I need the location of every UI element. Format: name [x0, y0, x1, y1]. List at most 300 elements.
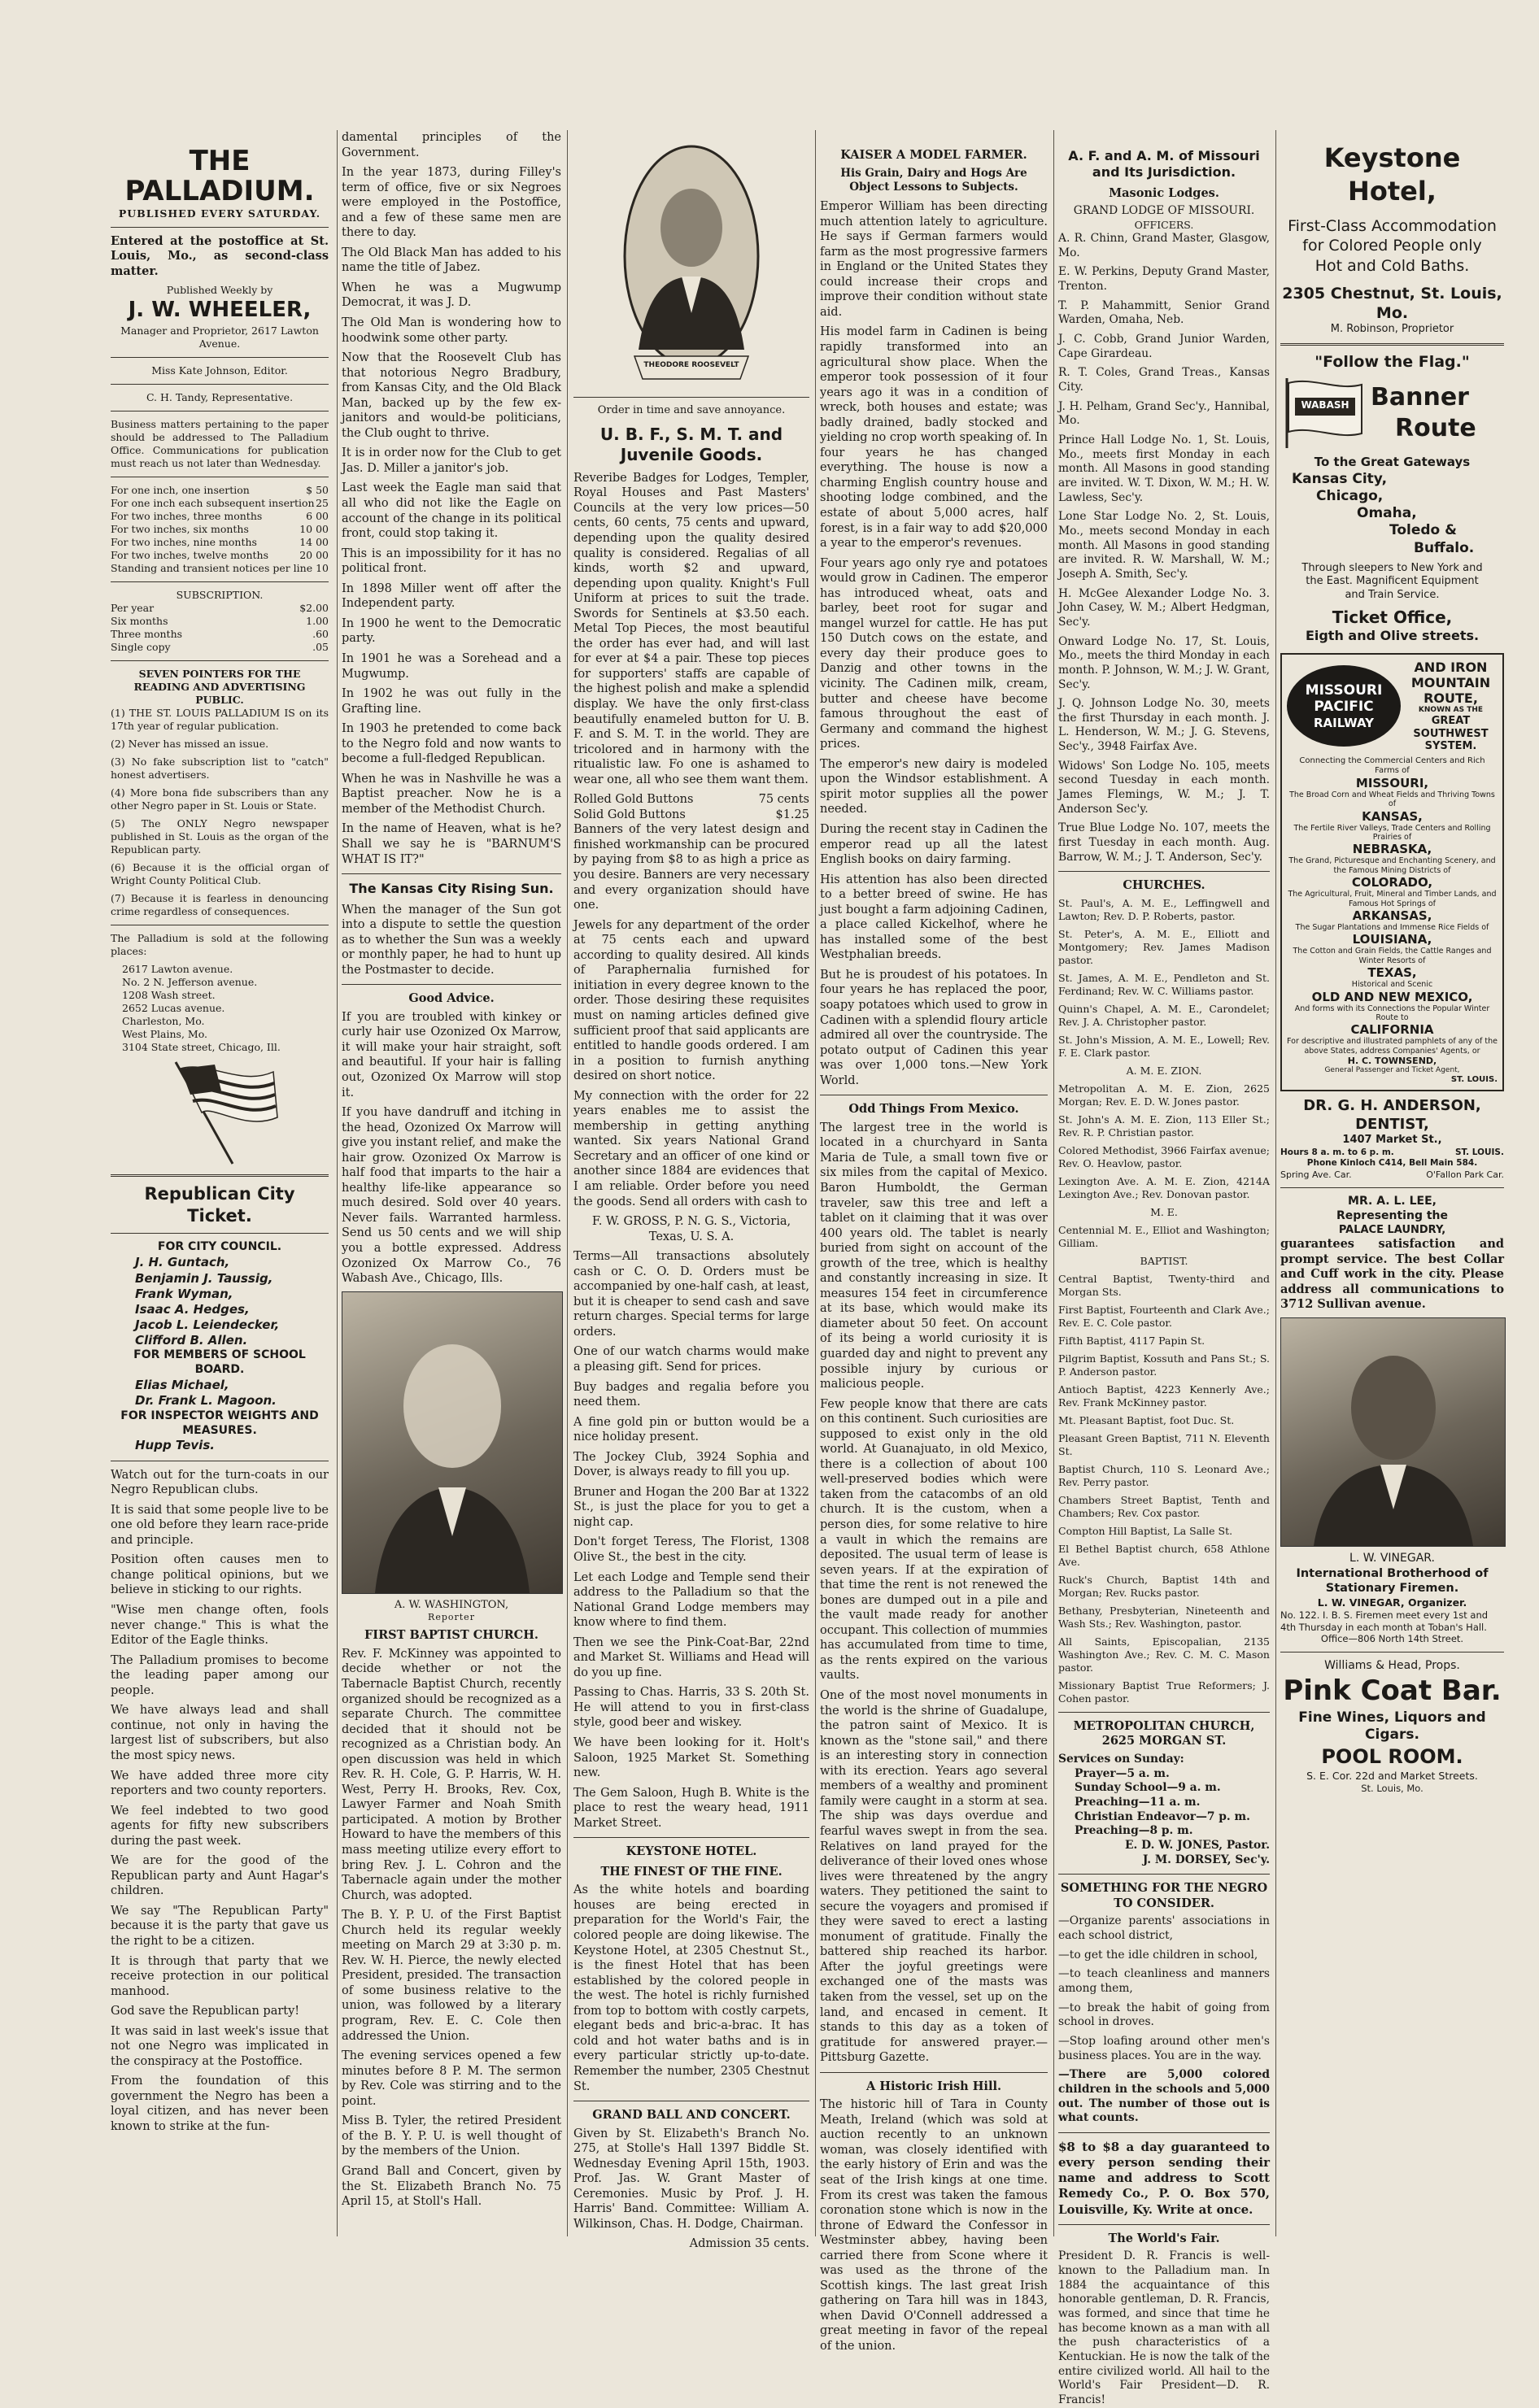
- paragraph: —Stop loafing around other men's business places. You are in the way.: [1058, 2034, 1270, 2062]
- vinegar-org: International Brotherhood of: [1296, 1566, 1489, 1580]
- divider: [111, 660, 329, 661]
- paragraph: —to get the idle children in school,: [1058, 1948, 1258, 1962]
- paragraph: Four years ago only rye and potatoes would grow in Cadinen. The emperor has introduced wheat, oats and barley, beet root for sugar and mangel wurzel for cattle. He has put 150 Dutch cows on the estate, and every day their produce goes to Danzig and other towns in the vicinity. The Cadinen milk, cream, butter and cheese have become famous throughout the east of Germany and command the highest prices.: [820, 556, 1048, 751]
- lee-representing: Representing the: [1336, 1208, 1448, 1222]
- paragraph: His model farm in Cadinen is being rapidly transformed into an agricultural show place. When the emperor took possession of it four years ago it was in a condition of wreck, both houses and estate; was badly drained, badly stocked and yielding no crop worth speaking of. In four years he has changed everything. The house is now a charming English country house and shooting lodge combined, and the estate of about 5,000 acres, half forest, is in a fair way to add $20,000 a year to the emperor's revenues.: [820, 325, 1048, 551]
- list-item: (1) THE ST. LOUIS PALLADIUM IS on its 17th year of regular publication.: [111, 706, 329, 732]
- paragraph: The largest tree in the world is located in a churchyard in Santa Maria de Tule, a small town five or six miles from the capital of Mexico. Baron Humboldt, the German traveler, saw this tree and left a tablet on it claiming that it was over 400 years old. The tablet is nearly buried from sight on account of the growth of the tree, which is healthy and constantly increasing in size. It measures 154 feet in circumference at its base, which would make its diameter about 50 feet. On account of its being a world curiosity it is guarded day and night to prevent any possible injury by curious or malicious people.: [820, 1121, 1048, 1391]
- rate-row: For two inches, three months 6 00: [111, 509, 329, 522]
- candidate-name: Dr. Frank L. Magoon.: [135, 1393, 277, 1409]
- pink-coat-title: Pink Coat Bar.: [1283, 1674, 1502, 1708]
- paragraph: A fine gold pin or button would be a nice holiday present.: [573, 1415, 809, 1444]
- dentist-car: Spring Ave. Car.: [1280, 1169, 1352, 1180]
- list-item: Antioch Baptist, 4223 Kennerly Ave.; Rev. Frank McKinney pastor.: [1058, 1383, 1270, 1409]
- hotel-line: Hot and Cold Baths.: [1314, 256, 1470, 275]
- paragraph: We have been looking for it. Holt's Saloon, 1925 Market St. Something new.: [573, 1736, 809, 1780]
- column-3: [573, 130, 809, 2251]
- southwest-line: SOUTHWEST: [1413, 727, 1489, 740]
- list-item: Kansas City,: [1292, 470, 1388, 487]
- list-item: Compton Hill Baptist, La Salle St.: [1058, 1524, 1233, 1537]
- hotel-line: for Colored People only: [1302, 237, 1482, 255]
- state-desc: For descriptive and illustrated pamphlets of any of the above States, address Companies' Agents, or: [1287, 1037, 1498, 1056]
- paragraph: It was said in last week's issue that not one Negro was implicated in the conspiracy at the Postoffice.: [111, 2024, 329, 2068]
- list-item: Centennial M. E., Elliot and Washington; Gilliam.: [1058, 1223, 1270, 1249]
- list-item: Christian Endeavor—7 p. m.: [1075, 1809, 1250, 1823]
- divider: [573, 1837, 809, 1838]
- divider: [1058, 2224, 1270, 2225]
- paragraph: From the foundation of this government the Negro has been a loyal citizen, and has never been known to strike at the fun-: [111, 2075, 329, 2133]
- paragraph: J. Q. Johnson Lodge No. 30, meets the first Thursday in each month. J. L. Henderson, W. M.; J. G. Stevens, Sec'y., 3948 Fairfax Ave.: [1058, 697, 1270, 754]
- list-item: No. 2 N. Jefferson avenue.: [122, 975, 258, 988]
- keystone-subtitle: THE FINEST OF THE FINE.: [600, 1864, 783, 1879]
- rate-row: Standing and transient notices per line 10: [111, 561, 329, 574]
- lee-laundry: PALACE LAUNDRY,: [1338, 1223, 1446, 1236]
- paragraph: Given by St. Elizabeth's Branch No. 275, at Stolle's Hall 1397 Biddle St. Wednesday Evening April 15th, 1903. Prof. Jas. W. Grant Master of Ceremonies. Music by Prof. J. H. Harris' Band. Committee: William A. Wilkinson, Chas. H. Dodge, Chairman.: [573, 2127, 809, 2231]
- state-desc: The Broad Corn and Wheat Fields and Thriving Towns of: [1289, 790, 1495, 809]
- keystone-hotel-title: Keystone Hotel,: [1323, 142, 1461, 207]
- pink-props: Williams & Head, Props.: [1324, 1659, 1460, 1673]
- paragraph: God save the Republican party!: [111, 2005, 300, 2018]
- school-heading: FOR MEMBERS OF SCHOOL BOARD.: [133, 1348, 306, 1377]
- list-item: Colored Methodist, 3966 Fairfax avenue; Rev. O. Heavlow, pastor.: [1058, 1143, 1270, 1169]
- paragraph: Onward Lodge No. 17, St. Louis, Mo., meets the third Monday in each month. P. Johnson, W. M.; J. W. Grant, Sec'y.: [1058, 634, 1270, 691]
- iron-line: AND IRON: [1414, 659, 1488, 675]
- rate-row: For two inches, six months 10 00: [111, 522, 329, 535]
- paragraph: Don't forget Teress, The Florist, 1308 Olive St., the best in the city.: [573, 1535, 809, 1564]
- pink-wines: Fine Wines, Liquors and Cigars.: [1298, 1709, 1486, 1744]
- paragraph: Widows' Son Lodge No. 105, meets second Tuesday in each month. James Flemings, W. M.; J. T. Anderson Sec'y.: [1058, 759, 1270, 816]
- portrait-role: Reporter: [428, 1612, 475, 1623]
- portrait-figure-icon: [342, 1292, 562, 1593]
- list-item: St. Paul's, A. M. E., Leffingwell and Lawton; Rev. D. P. Roberts, pastor.: [1058, 896, 1270, 922]
- paragraph: J. H. Pelham, Grand Sec'y., Hannibal, Mo.: [1058, 399, 1270, 428]
- paragraph: The Gem Saloon, Hugh B. White is the place to rest the weary head, 1911 Market Street.: [573, 1786, 809, 1830]
- paragraph: In 1902 he was out fully in the Grafting line.: [342, 687, 561, 716]
- paragraph: T. P. Mahammitt, Senior Grand Warden, Omaha, Neb.: [1058, 298, 1270, 327]
- rate-row: Three months .60: [111, 627, 329, 640]
- dentist-car: O'Fallon Park Car.: [1426, 1169, 1504, 1180]
- wabash-flag-icon: [1280, 377, 1366, 450]
- paragraph: When the manager of the Sun got into a dispute to settle the question as to whether the Sun was a weekly or monthly paper, he had to hunt up the Postmaster to decide.: [342, 903, 561, 977]
- mopac-line: MISSOURI: [1305, 681, 1383, 699]
- ticket-title: Republican City Ticket.: [144, 1183, 295, 1226]
- paragraph: Reveribe Badges for Lodges, Templer, Royal Houses and Past Masters' Councils at the very low prices—50 cents, 60 cents, 75 cents and upward, depending upon the quality desired quality is considered. Regalias of all kinds, worth $2 and upward, depending upon quality. Knight's Full Uniform at prices to suit the trade. Swords for Sentinels at $3.50 each. Metal Top Pieces, the most beautiful the order has ever had, and will last for ever at $4 a pair. These top pieces for supporters' staffs are capable of the highest polish and make a splendid display. We have the only first-class beautifully enameled button for U. B. F. and S. M. T. in the world. They are tricolored and in harmony with the ritualistic law. Fo one is ashamed to wear one, all who see them want them.: [573, 471, 809, 786]
- list-item: St. Peter's, A. M. E., Elliott and Montgomery; Rev. James Madison pastor.: [1058, 927, 1270, 966]
- list-item: El Bethel Baptist church, 658 Athlone Ave.: [1058, 1542, 1270, 1568]
- council-heading: FOR CITY COUNCIL.: [157, 1240, 282, 1254]
- subscription-rates: [111, 602, 329, 654]
- paragraph: Prince Hall Lodge No. 1, St. Louis, Mo., meets first Monday in each month. All Masons in good standing are invited. W. T. Dixon, W. M.; H. W. Lawless, Sec'y.: [1058, 433, 1270, 504]
- paragraph: Buy badges and regalia before you need them.: [573, 1380, 809, 1409]
- state-desc: The Grand, Picturesque and Enchanting Scenery, and the Famous Mining Districts of: [1288, 856, 1496, 875]
- portrait-name: A. W. WASHINGTON,: [394, 1598, 509, 1611]
- column-1: [111, 130, 329, 2236]
- pool-room: POOL ROOM.: [1321, 1745, 1463, 1769]
- state-name: MISSOURI,: [1355, 775, 1429, 790]
- list-item: Omaha,: [1357, 505, 1417, 522]
- paragraph: H. McGee Alexander Lodge No. 3. John Casey, W. M.; Albert Hedgman, Sec'y.: [1058, 586, 1270, 629]
- hotel-address: 2305 Chestnut, St. Louis, Mo.: [1282, 284, 1502, 323]
- entered-note: Entered at the postoffice at St. Louis, Mo., as second-class matter.: [111, 233, 329, 278]
- list-item: (2) Never has missed an issue.: [111, 737, 269, 750]
- paragraph: One of the most novel monuments in the world is the shrine of Guadalupe, the patron saint of Mexico. It is known as the "stone sail," and there is an interesting story in connection with its erection. Years ago several members of a wealthy and prominent family were caught in a storm at sea. The ship was days overdue and fearful waves swept in from the sea. Relatives on land prayed for the deliverance of their loved ones whose lives were threatened by the angry waters. They petitioned the saint to secure the voyagers and promised if they were saved to erect a lasting monument of gratitude. Finally the battered ship reached its harbor. After the joyful greetings were exchanged one of the masts was taken from the vessel, set up on the land, and encased in cement. It stands to this day as a token of gratitude for answered prayer.—Pittsburg Gazette.: [820, 1689, 1048, 2065]
- list-item: Missionary Baptist True Reformers; J. Cohen pastor.: [1058, 1679, 1270, 1705]
- flag-icon: [111, 1054, 329, 1168]
- list-item: A. M. E. ZION.: [1126, 1064, 1202, 1077]
- list-item: Lexington Ave. A. M. E. Zion, 4214A Lexington Ave.; Rev. Donovan pastor.: [1058, 1174, 1270, 1200]
- ubf-title: U. B. F., S. M. T. and Juvenile Goods.: [599, 424, 783, 465]
- paragraph: His attention has also been directed to a better breed of swine. He has just bought a farm adjoining Cadinen, a place called Kickelhof, where he has installed some of the best Westphalian breeds.: [820, 873, 1048, 962]
- known-as: KNOWN AS THE: [1418, 706, 1484, 715]
- dentist-hours-row: [1280, 1147, 1504, 1158]
- great-line: GREAT: [1431, 715, 1471, 728]
- rate-row: Six months 1.00: [111, 614, 329, 627]
- dentist-title: DENTIST,: [1355, 1116, 1429, 1134]
- divider: [1280, 1652, 1504, 1653]
- ticket-office: Ticket Office,: [1332, 607, 1453, 627]
- paragraph: Position often causes men to change political opinions, but we believe in sticking to our rights.: [111, 1553, 329, 1597]
- services-list: [1058, 1767, 1270, 1839]
- button-prices: [573, 792, 809, 822]
- column-rule: [1053, 130, 1054, 2236]
- paragraph: We are for the good of the Republican party and Aunt Hagar's children.: [111, 1854, 329, 1898]
- officers-heading: OFFICERS.: [1134, 219, 1194, 232]
- paragraph: The evening services opened a few minutes before 8 P. M. The sermon by Rev. Cole was stirring and to the point.: [342, 2049, 561, 2108]
- pointers-list: [111, 707, 329, 918]
- list-item: St. John's Mission, A. M. E., Lowell; Rev. F. E. Clark pastor.: [1058, 1033, 1270, 1059]
- list-item: First Baptist, Fourteenth and Clark Ave.; Rev. E. C. Cole pastor.: [1058, 1303, 1270, 1329]
- kaiser-subtitle: His Grain, Dairy and Hogs Are Object Lessons to Subjects.: [840, 166, 1027, 194]
- list-item: Toledo &: [1389, 522, 1457, 539]
- paragraph: Lone Star Lodge No. 2, St. Louis, Mo., meets second Monday in each month. All Masons in good standing are invited. R. W. Marshall, W. M.; Joseph A. Smith, Sec'y.: [1058, 510, 1270, 581]
- paragraph: True Blue Lodge No. 107, meets the first Tuesday in each month. Aug. Barrow, W. M.; J. T. Anderson, Sec'y.: [1058, 821, 1270, 864]
- portrait-figure-icon: [1281, 1318, 1505, 1546]
- mopac-line: RAILWAY: [1313, 715, 1375, 730]
- divider: [1058, 871, 1270, 872]
- sleepers-note: Through sleepers to New York and the East. Magnificent Equipment and Train Service.: [1301, 561, 1483, 602]
- wabash-ad: [1280, 377, 1504, 450]
- paragraph: Miss B. Tyler, the retired President of the B. Y. P. U. is well thought of by the members of the Union.: [342, 2114, 561, 2158]
- order-line: Order in time and save annoyance.: [597, 404, 786, 416]
- state-name: ARKANSAS,: [1352, 908, 1432, 924]
- list-item: West Plains, Mo.: [122, 1027, 207, 1040]
- churches-list: [1058, 897, 1270, 1705]
- townsend-city: ST. LOUIS.: [1450, 1075, 1498, 1085]
- list-item: Charleston, Mo.: [122, 1014, 205, 1027]
- paragraph: The emperor's new dairy is modeled upon the Windsor establishment. A spirit motor supplies all the power needed.: [820, 757, 1048, 816]
- vinegar-name: L. W. VINEGAR.: [1349, 1551, 1435, 1565]
- list-item: BAPTIST.: [1140, 1254, 1188, 1267]
- paragraph: —to break the habit of going from school in droves.: [1058, 2001, 1270, 2029]
- column-rule: [567, 130, 568, 2236]
- metro-signature: J. M. DORSEY, Sec'y.: [1142, 1853, 1270, 1866]
- keystone-title: KEYSTONE HOTEL.: [626, 1844, 757, 1859]
- paragraph: We say "The Republican Party" because it is the party that gave us the right to be a citizen.: [111, 1904, 329, 1948]
- paragraph: My connection with the order for 22 years enables me to assist the membership in getting anything wanted. Six years National Grand Secretary and an officer of one kind or another since 1884 are evidences that I am reliable. Order before you need the goods. Send all orders with cash to: [573, 1089, 809, 1208]
- list-item: (3) No fake subscription list to "catch" honest advertisers.: [111, 755, 329, 781]
- vinegar-portrait: [1280, 1317, 1506, 1547]
- paragraph: In 1898 Miller went off after the Independent party.: [342, 581, 561, 611]
- paragraph: —to teach cleanliness and manners among them,: [1058, 1967, 1270, 1995]
- metro-title: METROPOLITAN CHURCH, 2625 MORGAN ST.: [1073, 1718, 1255, 1748]
- rate-row: For two inches, nine months 14 00: [111, 535, 329, 548]
- paragraph: This is an impossibility for it has no political front.: [342, 546, 561, 576]
- iron-line: ROUTE,: [1423, 690, 1478, 707]
- vinegar-office: Office—806 North 14th Street.: [1320, 1633, 1464, 1645]
- divider: [1058, 1874, 1270, 1875]
- list-item: Pilgrim Baptist, Kossuth and Pans St.; S. P. Anderson pastor.: [1058, 1352, 1270, 1378]
- route-word: Route: [1395, 414, 1476, 443]
- rate-row: Solid Gold Buttons $1.25: [573, 808, 809, 821]
- divider: [573, 397, 809, 398]
- divider: [342, 873, 561, 874]
- list-item: Quinn's Chapel, A. M. E., Carondelet; Rev. J. A. Christopher pastor.: [1058, 1002, 1270, 1028]
- state-desc: The Fertile River Valleys, Trade Centers and Rolling Prairies of: [1293, 823, 1491, 843]
- published-note: PUBLISHED EVERY SATURDAY.: [118, 207, 321, 220]
- paragraph: We have added three more city reporters and two county reporters.: [111, 1769, 329, 1798]
- state-desc: The Sugar Plantations and Immense Rice Fields of: [1295, 923, 1489, 933]
- divider: [342, 984, 561, 985]
- roosevelt-portrait-icon: [618, 138, 765, 390]
- candidate-name: Jacob L. Leiendecker,: [135, 1317, 280, 1333]
- state-desc: The Agricultural, Fruit, Mineral and Timber Lands, and Famous Hot Springs of: [1288, 890, 1497, 908]
- paragraph: Then we see the Pink-Coat-Bar, 22nd and Market St. Williams and Head will do you up fine.: [573, 1635, 809, 1679]
- wanted-ad: $8 to $8 a day guaranteed to every person sending their name and address to Scott Remedy Co., P. O. Box 570, Louisville, Ky. Write at once.: [1058, 2139, 1270, 2217]
- inspector-heading: FOR INSPECTOR WEIGHTS AND MEASURES.: [120, 1409, 319, 1437]
- ball-title: GRAND BALL AND CONCERT.: [592, 2108, 791, 2123]
- list-item: All Saints, Episcopalian, 2135 Washington Ave.; Rev. C. M. C. Mason pastor.: [1058, 1635, 1270, 1674]
- paragraph: Few people know that there are cats on this continent. Such curiosities are supposed to exist only in the old world. At Guanajuato, in old Mexico, there is a collection of about 100 well-preserved bodies which were taken from the catacombs of an old church. It is the custom, when a person dies, for some relative to hire a vault in which the remains are deposited. The usual term of lease is seven years. If at the expiration of that time the rent is not renewed the bones are dumped out in a pile and the vault made ready for another occupant. This collection of mummies has accumulated from time to time, as the rents expired on the various vaults.: [820, 1397, 1048, 1683]
- kaiser-title: KAISER A MODEL FARMER.: [840, 148, 1027, 162]
- paragraph: —There are 5,000 colored children in the schools and 5,000 out. The number of those out is what counts.: [1058, 2068, 1270, 2125]
- paragraph: Banners of the very latest design and finished workmanship can be procured by paying from $8 to as high a price as you desire. Banners are very necessary and every organization should have one.: [573, 823, 809, 912]
- divider: [1280, 1187, 1504, 1188]
- iron-line: MOUNTAIN: [1410, 674, 1491, 690]
- list-item: (7) Because it is fearless in denouncing crime regardless of consequences.: [111, 891, 329, 917]
- paragraph: Emperor William has been directing much attention lately to agriculture. He says if German farmers would farm as the most progressive farmers in England or the United States they could increase their crops and improve their condition without state aid.: [820, 200, 1048, 319]
- paragraph: When he was a Mugwump Democrat, it was J. D.: [342, 281, 561, 310]
- paragraph: Now that the Roosevelt Club has that notorious Negro Bradbury, from Kansas City, and the Old Black Man, backed up by the few ex-janitors and would-be politicians, the Club ought to thrive.: [342, 351, 561, 440]
- vinegar-org: Stationary Firemen.: [1325, 1582, 1459, 1596]
- published-by: Published Weekly by: [166, 284, 273, 297]
- list-item: Fifth Baptist, 4117 Papin St.: [1058, 1334, 1205, 1347]
- list-item: St. James, A. M. E., Pendleton and St. Ferdinand; Rev. W. C. Williams pastor.: [1058, 971, 1270, 997]
- divider: [111, 1233, 329, 1234]
- hotel-proprietor: M. Robinson, Proprietor: [1330, 323, 1454, 336]
- divider: [1280, 343, 1504, 346]
- irish-hill-title: A Historic Irish Hill.: [865, 2079, 1002, 2093]
- mopac-ad: [1280, 653, 1504, 1091]
- mexico-title: Odd Things From Mexico.: [848, 1102, 1019, 1117]
- flag-illustration: [111, 1054, 329, 1168]
- divider: [111, 357, 329, 358]
- paragraph: Bruner and Hogan the 200 Bar at 1322 St., is just the place for you to get a night cap.: [573, 1485, 809, 1529]
- paragraph: The historic hill of Tara in County Meath, Ireland (which was sold at auction recently to an unknown woman, was closely identified with the early history of Erin and was the seat of the Irish kings at one time. From its crest was taken the famous coronation stone which is now in the throne of Edward the Confessor in Westminster abbey, having been carried there from Scone where it was used as the throne of the Scottish kings. The last great Irish gathering on Tara hill was in 1843, when David O'Connell addressed a great meeting in favor of the repeal of the union.: [820, 2098, 1048, 2353]
- roosevelt-caption: THEODORE ROOSEVELT: [643, 361, 739, 369]
- subscription-title: SUBSCRIPTION.: [176, 588, 264, 601]
- paragraph: One of our watch charms would make a pleasing gift. Send for prices.: [573, 1345, 809, 1374]
- column-rule: [337, 130, 338, 2236]
- banner-word: Banner: [1371, 383, 1469, 412]
- paragraph: We feel indebted to two good agents for fifty new subscribers during the past week.: [111, 1804, 329, 1848]
- list-item: 2617 Lawton avenue.: [122, 962, 233, 975]
- signature: F. W. GROSS, P. N. G. S., Victoria, Texas, U. S. A.: [591, 1215, 791, 1243]
- sold-intro: The Palladium is sold at the following places:: [111, 931, 329, 957]
- roosevelt-medallion: [618, 138, 765, 390]
- metro-signature: E. D. W. JONES, Pastor.: [1125, 1838, 1270, 1852]
- gateways: To the Great Gateways: [1314, 455, 1471, 470]
- vinegar-text: No. 122. I. B. S. Firemen meet every 1st and 4th Thursday in each month at Toban's Hall.: [1280, 1609, 1489, 1633]
- candidate-name: J. H. Guntach,: [135, 1255, 230, 1270]
- kc-sun-title: The Kansas City Rising Sun.: [349, 881, 554, 897]
- mopac-line: PACIFIC: [1314, 699, 1374, 716]
- column-rule: [1275, 130, 1276, 2236]
- paragraph: E. W. Perkins, Deputy Grand Master, Trenton.: [1058, 265, 1270, 294]
- paragraph: Last week the Eagle man said that all who did not like the Eagle on account of the change in its political front, could stop taking it.: [342, 481, 561, 541]
- paragraph: The Palladium promises to become the leading paper among our people.: [111, 1653, 329, 1697]
- column-5: [1058, 130, 1270, 2406]
- divider: [1058, 2132, 1270, 2133]
- paragraph: Jewels for any department of the order at 75 cents each and upward according to quality desired. All kinds of Paraphernalia furnished for initiation in every degree known to the order. Those desiring these requisites must on naming articles defined give sufficient proof that said applicants are entitled to handle goods ordered. I am in a position to furnish anything desired on short notice.: [573, 918, 809, 1083]
- list-item: Buffalo.: [1414, 539, 1475, 556]
- masonic-title: A. F. and A. M. of Missouri and Its Jurisdiction.: [1068, 148, 1260, 181]
- worlds-fair-title: The World's Fair.: [1108, 2231, 1220, 2245]
- candidate-name: Frank Wyman,: [135, 1286, 233, 1301]
- pool-city: St. Louis, Mo.: [1361, 1782, 1423, 1794]
- divider: [111, 1174, 329, 1177]
- list-item: Sunday School—9 a. m.: [1075, 1781, 1221, 1795]
- paragraph: Watch out for the turn-coats in our Negro Republican clubs.: [111, 1468, 329, 1497]
- ticket-address: Eigth and Olive streets.: [1305, 628, 1480, 644]
- masthead: THE PALLADIUM.: [124, 145, 315, 208]
- list-item: Chambers Street Baptist, Tenth and Chambers; Rev. Cox pastor.: [1058, 1493, 1270, 1519]
- pool-address: S. E. Cor. 22d and Market Streets.: [1306, 1769, 1478, 1782]
- rate-row: Single copy .05: [111, 640, 329, 653]
- paragraph: As the white hotels and boarding houses are being erected in preparation for the World's Fair, the colored people are doing likewise. The Keystone Hotel, at 2305 Chestnut St., is the finest Hotel that has been established by the colored people in the west. The hotel is richly furnished from top to bottom with costly carpets, elegant beds and bric-a-brac. It has cold and hot water baths and is in every particular strictly up-to-date. Remember the number, 2305 Chestnut St.: [573, 1883, 809, 2093]
- list-item: Mt. Pleasant Baptist, foot Duc. St.: [1058, 1413, 1235, 1426]
- city-list: [1280, 471, 1504, 557]
- paragraph: —Organize parents' associations in each school district,: [1058, 1914, 1270, 1943]
- state-name: TEXAS,: [1367, 965, 1417, 981]
- dentist-name: DR. G. H. ANDERSON,: [1303, 1097, 1481, 1115]
- paragraph: In the year 1873, during Filley's term of office, five or six Negroes were employed in the Postoffice, and a few of these same men are there to day.: [342, 166, 561, 240]
- state-name: NEBRASKA,: [1352, 842, 1432, 857]
- state-name: CALIFORNIA: [1350, 1022, 1434, 1038]
- lee-name: MR. A. L. LEE,: [1348, 1194, 1437, 1208]
- list-item: Prayer—5 a. m.: [1075, 1766, 1170, 1780]
- dentist-hours: Hours 8 a. m. to 6 p. m.: [1280, 1147, 1394, 1157]
- paragraph: In 1900 he went to the Democratic party.: [342, 616, 561, 646]
- publisher-title: Manager and Proprietor, 2617 Lawton Avenue.: [120, 324, 319, 350]
- rate-row: For two inches, twelve months 20 00: [111, 548, 329, 561]
- paragraph: The Old Black Man has added to his name the title of Jabez.: [342, 246, 561, 275]
- wabash-label: WABASH: [1301, 399, 1349, 411]
- list-item: M. E.: [1150, 1205, 1178, 1218]
- list-item: 2652 Lucas avenue.: [122, 1001, 225, 1014]
- paragraph: Rev. F. McKinney was appointed to decide whether or not the Tabernacle Baptist Church, recently organized should be recognized as a separate Church. The committee decided that it should not be recognized as a Christian body. An open discussion was held in which Rev. R. H. Cole, G. P. Harris, W. H. West, Perry H. Brooks, Rev. Cox, Lawyer Farmer and Noah Smith participated. A motion by Brother Howard to have the members of this mass meeting utilize every effort to bring Rev. J. L. Cohron and the Tabernacle again under the mother Church, was adopted.: [342, 1647, 561, 1902]
- paragraph: We have always lead and shall continue, not only in having the largest list of subscribers, but also the most spicy news.: [111, 1704, 329, 1762]
- paragraph: Terms—All transactions absolutely cash or C. O. D. Orders must be accompanied by one-half cash, at least, but it is cheaper to send cash and save return charges. Special terms for large orders.: [573, 1250, 809, 1339]
- reporter-portrait: [342, 1291, 563, 1594]
- publisher-name: J. W. WHEELER,: [128, 298, 312, 323]
- paragraph: damental principles of the Government.: [342, 131, 561, 159]
- paragraph: In 1901 he was a Sorehead and a Mugwump.: [342, 651, 561, 681]
- list-item: Pleasant Green Baptist, 711 N. Eleventh St.: [1058, 1431, 1270, 1457]
- divider: [111, 384, 329, 385]
- rate-row: For one inch, one insertion $ 50: [111, 483, 329, 496]
- state-name: KANSAS,: [1362, 808, 1423, 824]
- church-title: FIRST BAPTIST CHURCH.: [364, 1628, 538, 1643]
- business-note: Business matters pertaining to the paper should be addressed to The Palladium Office. Communications for publication must reach us not later than Wednesday.: [111, 417, 329, 469]
- paragraph: If you are troubled with kinkey or curly hair use Ozonized Ox Marrow, it will make your hair straight, soft and beautiful. If your hair is falling out, Ozonized Ox Marrow will stop it.: [342, 1010, 561, 1099]
- ad-rates: [111, 484, 329, 575]
- paragraph: It is through that party that we receive protection in our political manhood.: [111, 1954, 329, 1998]
- representative-line: C. H. Tandy, Representative.: [146, 390, 294, 403]
- candidate-name: Elias Michael,: [135, 1378, 229, 1393]
- list-item: Metropolitan A. M. E. Zion, 2625 Morgan; Rev. E. D. W. Jones pastor.: [1058, 1082, 1270, 1108]
- paragraph: During the recent stay in Cadinen the emperor read up all the latest English books on dairy farming.: [820, 822, 1048, 867]
- flag-slogan: "Follow the Flag.": [1314, 353, 1470, 372]
- paragraph: Passing to Chas. Harris, 33 S. 20th St. He will attend to you in first-class style, good beer and wiskey.: [573, 1686, 809, 1730]
- townsend-title: General Passenger and Ticket Agent,: [1324, 1066, 1460, 1075]
- list-item: (5) The ONLY Negro newspaper published in St. Louis as the organ of the Republican party.: [111, 816, 329, 856]
- paragraph: The Jockey Club, 3924 Sophia and Dover, is always ready to fill you up.: [573, 1450, 809, 1479]
- paragraph: In the name of Heaven, what is he? Shall we say he is "BARNUM'S WHAT IS IT?": [342, 822, 561, 866]
- paragraph: J. C. Cobb, Grand Junior Warden, Cape Girardeau.: [1058, 333, 1270, 360]
- candidate-name: Isaac A. Hedges,: [135, 1301, 250, 1317]
- paragraph: If you have dandruff and itching in the head, Ozonized Ox Marrow will give you instant relief, and make the hair grow. Ozonized Ox Marrow is half food that imparts to the hair a healthy life-like appearance so much desired. Sold over 40 years. Never fails. Warranted harmless. Send us 50 cents and we will ship you a bottle expressed. Address Ozonized Ox Marrow Co., 76 Wabash Ave., Chicago, Ills.: [342, 1106, 561, 1286]
- divider: [111, 581, 329, 582]
- paragraph: The B. Y. P. U. of the First Baptist Church held its regular weekly meeting on March 29 at 3:30 p. m. Rev. W. H. Pierce, the newly elected President, presided. The transaction of some business relative to the union, was followed by a literary program, Rev. E. C. Cole then addressed the Union.: [342, 1909, 561, 2043]
- paragraph: President D. R. Francis is well-known to the Palladium man. In 1884 the acquaintance of this honorable gentleman, D. R. Francis, was formed, and since that time he has become known as a man with all the push characteristics of a Kentuckian. He is now the talk of the entire civilized world. All hail to the World's Fair President—D. R. Francis!: [1058, 2249, 1270, 2406]
- connecting-text: Connecting the Commercial Centers and Rich Farms of: [1299, 755, 1485, 775]
- paragraph: It is said that some people live to be one old before they learn race-pride and principle.: [111, 1503, 329, 1547]
- lee-text: guarantees satisfaction and prompt service. The best Collar and Cuff work in the city. Please address all communications to 3712 Sullivan avenue.: [1280, 1237, 1504, 1312]
- state-desc: And forms with its Connections the Popular Winter Route to: [1294, 1004, 1490, 1022]
- list-item: Chicago,: [1316, 487, 1384, 504]
- paragraph: "Wise men change often, fools never change." This is what the Editor of the Eagle thinks.: [111, 1604, 329, 1648]
- list-item: Ruck's Church, Baptist 14th and Morgan; Rev. Rucks pastor.: [1058, 1573, 1270, 1599]
- hotel-line: First-Class Accommodation: [1288, 216, 1497, 235]
- list-item: Preaching—8 p. m.: [1075, 1824, 1193, 1838]
- list-item: Bethany, Presbyterian, Nineteenth and Wash Sts.; Rev. Washington, pastor.: [1058, 1604, 1270, 1630]
- paragraph: Let each Lodge and Temple send their address to the Palladium so that the National Grand Lodge members may know where to find them.: [573, 1570, 809, 1630]
- paragraph: Grand Ball and Concert, given by the St. Elizabeth Branch No. 75 April 15, at Stoll's Hall.: [342, 2164, 561, 2209]
- consider-title: SOMETHING FOR THE NEGRO TO CONSIDER.: [1060, 1881, 1268, 1910]
- candidate-name: Clifford B. Allen.: [135, 1333, 248, 1348]
- churches-title: CHURCHES.: [1123, 878, 1205, 893]
- rate-row: Per year $2.00: [111, 601, 329, 614]
- candidate-name: Benjamin J. Taussig,: [135, 1270, 273, 1286]
- dentist-address: 1407 Market St.,: [1342, 1134, 1442, 1147]
- list-item: Baptist Church, 110 S. Leonard Ave.; Rev. Perry pastor.: [1058, 1462, 1270, 1488]
- list-item: 1208 Wash street.: [122, 988, 216, 1001]
- column-6: [1280, 130, 1504, 2236]
- paragraph: A. R. Chinn, Grand Master, Glasgow, Mo.: [1058, 232, 1270, 259]
- advice-title: Good Advice.: [408, 991, 495, 1006]
- divider: [111, 227, 329, 228]
- metro-intro: Services on Sunday:: [1058, 1753, 1184, 1766]
- state-name: COLORADO,: [1351, 875, 1433, 890]
- paragraph: But he is proudest of his potatoes. In four years he has replaced the poor, soapy potatoes which used to grow in Cadinen with a splendid floury article admired all over the countryside. The potato output of Cadinen this year was over 1,000 tons.—New York World.: [820, 968, 1048, 1087]
- editor-line: Miss Kate Johnson, Editor.: [151, 364, 288, 377]
- paragraph: It is in order now for the Club to get Jas. D. Miller a janitor's job.: [342, 446, 561, 475]
- column-2: [342, 130, 561, 2236]
- dentist-cars-row: [1280, 1169, 1504, 1181]
- state-name: OLD AND NEW MEXICO,: [1311, 989, 1473, 1004]
- pointers-title: SEVEN POINTERS FOR THE READING AND ADVERTISING PUBLIC.: [133, 667, 306, 706]
- state-name: LOUISIANA,: [1352, 932, 1432, 947]
